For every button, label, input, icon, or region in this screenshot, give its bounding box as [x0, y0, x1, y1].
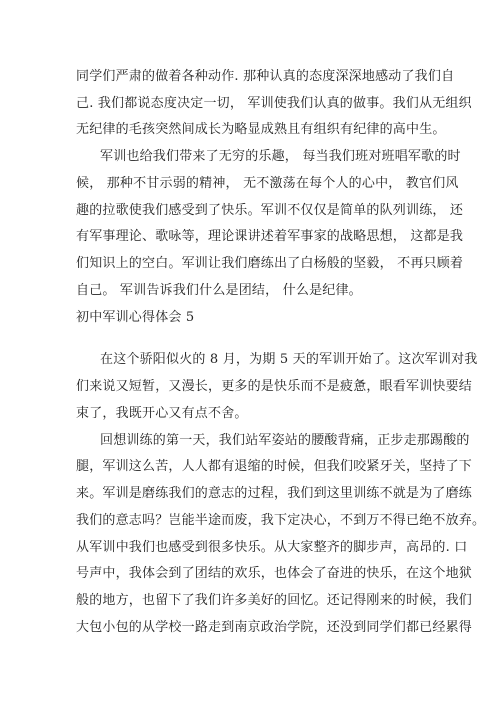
paragraph-line: 回想训练的第一天，我们站军姿站的腰酸背痛，正步走那踢酸的: [100, 433, 470, 448]
paragraph-line: 无纪律的毛孩突然间成长为略显成熟且有组织有纪律的高中生。: [76, 122, 446, 137]
paragraph-line: 同学们严肃的做着各种动作. 那种认真的态度深深地感动了我们自: [76, 69, 455, 84]
paragraph-line: 般的地方，也留下了我们许多美好的回忆。还记得刚来的时候，我们: [76, 593, 473, 608]
paragraph-line: 己. 我们都说态度决定一切， 军训使我们认真的做事。我们从无组织: [76, 96, 472, 111]
paragraph-line: 自己。 军训告诉我们什么是团结， 什么是纪律。: [76, 283, 362, 298]
paragraph-line: 们知识上的空白。军训让我们磨练出了白杨般的坚毅， 不再只顾着: [76, 256, 464, 271]
paragraph-line: 号声中，我体会到了团结的欢乐，也体会了奋进的快乐，在这个地狱: [76, 566, 473, 581]
paragraph-line: 来。军训是磨练我们的意志的过程，我们到这里训练不就是为了磨练: [76, 486, 473, 501]
section-title: 初中军训心得体会 5: [76, 310, 195, 325]
paragraph-line: 趣的拉歌使我们感受到了快乐。军训不仅仅是简单的队列训练， 还: [76, 203, 464, 218]
paragraph-line: 我们的意志吗？岂能半途而废，我下定决心，不到万不得已绝不放弃。: [76, 513, 486, 528]
paragraph-line: 从军训中我们也感受到很多快乐。从大家整齐的脚步声，高昂的. 口: [76, 540, 468, 555]
paragraph-line: 有军事理论、歌咏等，理论课讲述着军事家的战略思想， 这都是我: [76, 229, 464, 244]
paragraph-line: 大包小包的从学校一路走到南京政治学院，还没到同学们都已经累得: [76, 620, 473, 635]
paragraph-line: 们来说又短暂，又漫长，更多的是快乐而不是疲惫，眼看军训快要结: [76, 379, 473, 394]
paragraph-line: 腿，军训这么苦，人人都有退缩的时候，但我们咬紧牙关，坚持了下: [76, 459, 473, 474]
paragraph-line: 在这个骄阳似火的 8 月，为期 5 天的军训开始了。这次军训对我: [100, 352, 478, 367]
paragraph-line: 束了，我既开心又有点不舍。: [76, 406, 248, 421]
paragraph-line: 军训也给我们带来了无穷的乐趣， 每当我们班对班唱军歌的时: [100, 149, 461, 164]
paragraph-line: 候， 那种不甘示弱的精神， 无不激荡在每个人的心中， 教官们风: [76, 176, 459, 191]
